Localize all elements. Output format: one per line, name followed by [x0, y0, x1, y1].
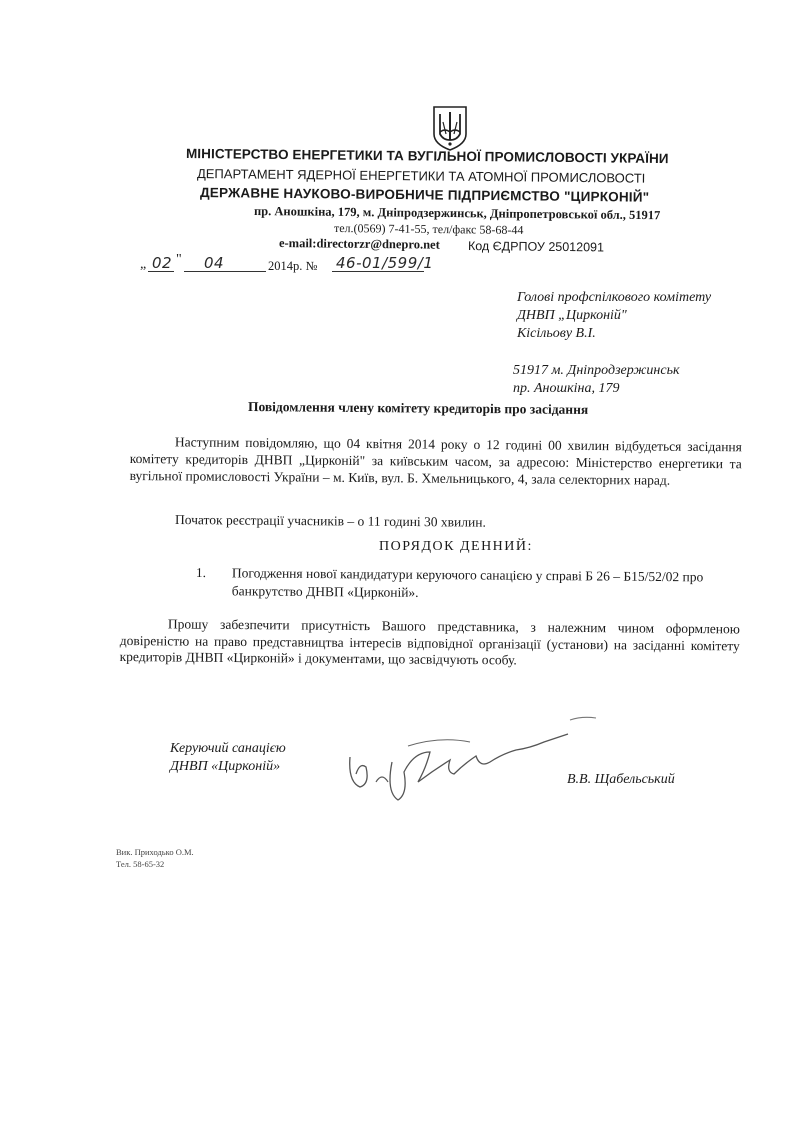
letterhead-edrpou: Код ЄДРПОУ 25012091	[467, 239, 605, 255]
reference-month: 04	[204, 254, 225, 272]
agenda-item-text: Погодження нової кандидатури керуючого санацією у справі Б 26 – Б15/52/02 про банкрутство ДНВП «Цирконій».	[231, 565, 704, 600]
letterhead-phone: тел.(0569) 7-41-55, тел/факс 58-68-44	[333, 221, 524, 237]
trident-emblem-icon	[431, 104, 469, 152]
executor-phone: Тел. 58-65-32	[116, 859, 165, 869]
letterhead-address: пр. Аношкіна, 179, м. Дніпродзержинськ, Дніпропетровської обл., 51917	[253, 204, 661, 223]
open-quote: „	[140, 257, 147, 272]
main-paragraph: Наступним повідомляю, що 04 квітня 2014 року о 12 годині 00 хвилин відбудеться засідання комітету кредиторів ДНВП „Цирконій" за київським часом, за адресою: Міністерство енергетики та вугільної промисловості України – м. Київ, вул. Б. Хмельницького, 4, зала селекторних нарад.	[129, 434, 742, 488]
letterhead-department: ДЕПАРТАМЕНТ ЯДЕРНОЇ ЕНЕРГЕТИКИ ТА АТОМНОЇ ПРОМИСЛОВОСТІ	[196, 166, 646, 186]
addressee-line-4: 51917 м. Дніпродзержинськ	[513, 363, 680, 378]
letterhead-company: ДЕРЖАВНЕ НАУКОВО-ВИРОБНИЧЕ ПІДПРИЄМСТВО "ЦИРКОНІЙ"	[199, 185, 650, 205]
reference-day: 02	[152, 254, 173, 272]
addressee-line-3: Кісільову В.І.	[517, 326, 596, 341]
agenda-item-number: 1.	[195, 564, 207, 581]
executor-info	[116, 846, 194, 870]
agenda-item	[195, 564, 744, 600]
executor-name: Вик. Приходько О.М.	[116, 847, 194, 857]
signatory-position	[170, 740, 286, 776]
signatory-position-line-1: Керуючий санацією	[170, 741, 286, 756]
letter-title: Повідомлення члену комітету кредиторів про засідання	[247, 399, 589, 417]
addressee-line-1: Голові профспілкового комітету	[517, 290, 712, 305]
request-paragraph: Прошу забезпечити присутність Вашого представника, з належним чином оформленою довіреністю на право представництва інтересів відповідної організації (установи) на засіданні комітету кредиторів ДНВП «Цирконій» і документами, що засвідчують особу.	[119, 616, 740, 668]
agenda-title: ПОРЯДОК ДЕННИЙ:	[379, 539, 533, 554]
letterhead-ministry: МІНІСТЕРСТВО ЕНЕРГЕТИКИ ТА ВУГІЛЬНОЇ ПРОМИСЛОВОСТІ УКРАЇНИ	[185, 146, 669, 167]
day-underline	[148, 271, 174, 272]
month-underline	[184, 271, 266, 272]
signatory-position-line-2: ДНВП «Цирконій»	[170, 759, 281, 774]
letterhead-email: e-mail:directorzr@dnepro.net	[278, 236, 440, 252]
registration-line: Початок реєстрації учасників – о 11 годині 30 хвилин.	[174, 512, 486, 530]
addressee-line-2: ДНВП „Цирконій"	[517, 308, 627, 323]
signatory-name: В.В. Щабельський	[567, 772, 675, 787]
reference-number: 46-01/599/1	[336, 254, 434, 272]
addressee-line-5: пр. Аношкіна, 179	[513, 381, 620, 396]
handwritten-signature	[330, 712, 600, 812]
reference-line	[140, 254, 440, 278]
reference-year: 2014р. №	[268, 259, 318, 273]
close-quote: "	[176, 252, 182, 267]
number-underline	[332, 271, 424, 272]
